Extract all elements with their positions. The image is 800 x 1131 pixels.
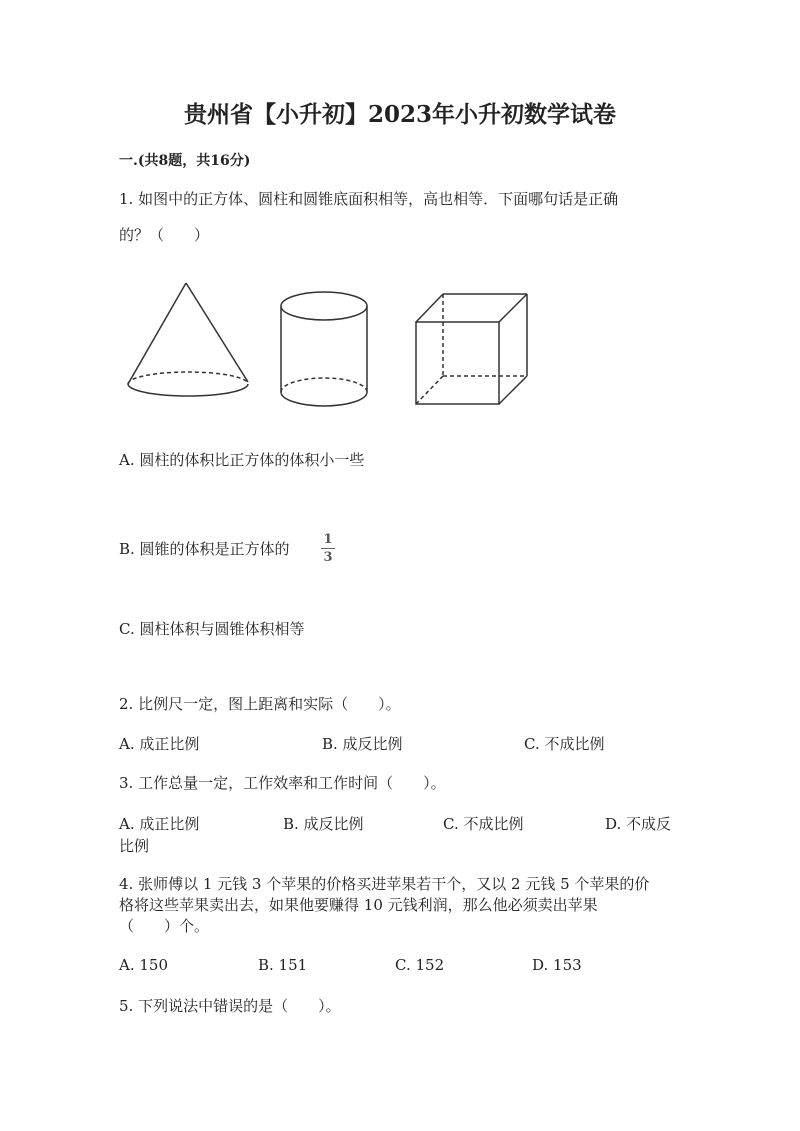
- question-3-text: 3. 工作总量一定，工作效率和工作时间（ ）。: [119, 774, 446, 792]
- fraction-denominator: 3: [323, 550, 333, 565]
- cube-icon: [416, 294, 527, 404]
- fraction-one-third: [321, 532, 335, 565]
- cone-icon: [128, 283, 248, 396]
- q3-option-d: D. 不成反: [605, 815, 672, 833]
- question-1-text-line2: 的？（ ）: [119, 226, 210, 244]
- cylinder-icon: [281, 292, 367, 406]
- question-4-text-line2: 格将这些苹果卖出去，如果他要赚得 10 元钱利润，那么他必须卖出苹果: [119, 896, 598, 914]
- q3-option-c: C. 不成比例: [443, 815, 524, 833]
- question-4-text-line3: （ ）个。: [119, 917, 210, 935]
- q4-option-a: A. 150: [119, 956, 168, 974]
- question-1-text-line1: 1. 如图中的正方体、圆柱和圆锥底面积相等，高也相等．下面哪句话是正确: [119, 190, 619, 208]
- fraction-bar: [321, 548, 335, 549]
- q1-option-a: A. 圆柱的体积比正方体的体积小一些: [119, 451, 365, 469]
- q1-option-c: C. 圆柱体积与圆锥体积相等: [119, 620, 305, 638]
- q3-option-a: A. 成正比例: [119, 815, 200, 833]
- q3-option-d-continued: 比例: [119, 837, 150, 855]
- q2-option-a: A. 成正比例: [119, 735, 200, 753]
- section-heading: 一.(共8题，共16分): [119, 153, 251, 169]
- q1-option-b: B. 圆锥的体积是正方体的: [119, 540, 290, 558]
- q3-option-b: B. 成反比例: [283, 815, 364, 833]
- q2-option-c: C. 不成比例: [524, 735, 605, 753]
- question-4-text-line1: 4. 张师傅以 1 元钱 3 个苹果的价格买进苹果若干个，又以 2 元钱 5 个苹果的价: [119, 875, 650, 893]
- question-5-text: 5. 下列说法中错误的是（ ）。: [119, 997, 341, 1015]
- q4-option-d: D. 153: [532, 956, 582, 974]
- q4-option-b: B. 151: [258, 956, 308, 974]
- q4-option-c: C. 152: [395, 956, 445, 974]
- fraction-numerator: 1: [323, 532, 333, 547]
- document-title: 贵州省【小升初】2023年小升初数学试卷: [183, 101, 616, 128]
- q2-option-b: B. 成反比例: [322, 735, 403, 753]
- question-2-text: 2. 比例尺一定，图上距离和实际（ ）。: [119, 695, 401, 713]
